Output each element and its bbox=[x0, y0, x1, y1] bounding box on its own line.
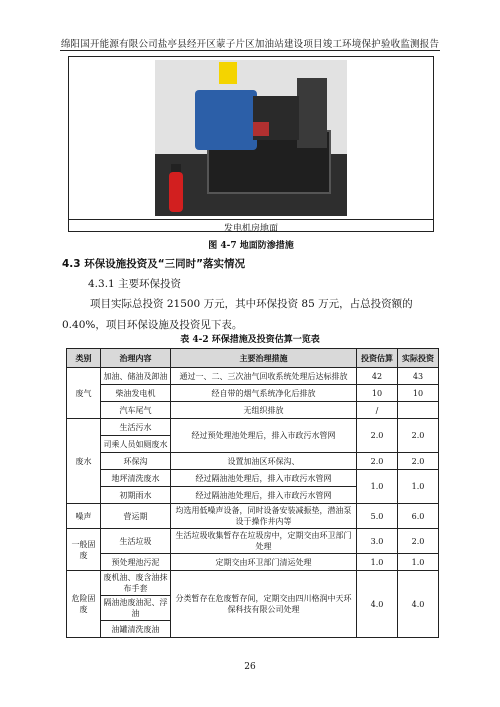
environmental-investment-table bbox=[66, 348, 439, 638]
section-heading: 4.3 环保设施投资及“三同时”落实情况 bbox=[62, 258, 246, 270]
estimate-cell: / bbox=[357, 402, 398, 419]
content-cell: 油罐清洗废油 bbox=[101, 621, 171, 638]
table-row bbox=[67, 385, 439, 402]
actual-cell: 4.0 bbox=[398, 571, 439, 638]
header-rule bbox=[60, 50, 440, 51]
category-cell: 废水 bbox=[67, 419, 101, 504]
table-row bbox=[67, 571, 439, 596]
actual-cell: 6.0 bbox=[398, 504, 439, 529]
content-cell: 生活垃圾 bbox=[101, 529, 171, 554]
table-row bbox=[67, 453, 439, 470]
estimate-cell: 1.0 bbox=[357, 470, 398, 504]
page-number: 26 bbox=[244, 662, 256, 672]
photo-caption: 发电机房地面 bbox=[69, 219, 433, 233]
actual-cell: 2.0 bbox=[398, 529, 439, 554]
header-category: 类别 bbox=[67, 349, 101, 368]
estimate-cell: 3.0 bbox=[357, 529, 398, 554]
content-cell: 预处理池污泥 bbox=[101, 554, 171, 571]
generator-engine bbox=[195, 90, 257, 150]
estimate-cell: 2.0 bbox=[357, 419, 398, 453]
content-cell: 地坪清洗废水 bbox=[101, 470, 171, 487]
content-cell: 废机油、废含油抹布手套 bbox=[101, 571, 171, 596]
fire-extinguisher bbox=[169, 172, 183, 212]
estimate-cell: 4.0 bbox=[357, 571, 398, 638]
category-cell: 危险固废 bbox=[67, 571, 101, 638]
content-cell: 初期雨水 bbox=[101, 487, 171, 504]
actual-cell: 2.0 bbox=[398, 453, 439, 470]
content-cell: 环保沟 bbox=[101, 453, 171, 470]
actual-cell: 10 bbox=[398, 385, 439, 402]
measure-cell: 分类暂存在危废暂存间，定期交由四川格润中天环保科技有限公司处理 bbox=[171, 571, 357, 638]
table-title: 表 4-2 环保措施及投资估算一览表 bbox=[180, 335, 320, 345]
actual-cell bbox=[398, 402, 439, 419]
content-cell: 加油、储油及卸油 bbox=[101, 368, 171, 385]
measure-cell: 经自带的烟气系统净化后排放 bbox=[171, 385, 357, 402]
header-estimate: 投资估算 bbox=[357, 349, 398, 368]
header-actual: 实际投资 bbox=[398, 349, 439, 368]
header-content: 治理内容 bbox=[101, 349, 171, 368]
table-row bbox=[67, 419, 439, 436]
actual-cell: 1.0 bbox=[398, 554, 439, 571]
table-row bbox=[67, 402, 439, 419]
page-header: 绵阳国开能源有限公司盐亭县经开区蒙子片区加油站建设项目竣工环境保护验收监测报告 bbox=[60, 39, 440, 50]
measure-cell: 设置加油区环保沟、 bbox=[171, 453, 357, 470]
actual-cell: 1.0 bbox=[398, 470, 439, 504]
category-cell: 噪声 bbox=[67, 504, 101, 529]
estimate-cell: 1.0 bbox=[357, 554, 398, 571]
measure-cell: 均选用低噪声设备，同时设备安装减振垫，潜油泵设于操作井内等 bbox=[171, 504, 357, 529]
measure-cell: 无组织排放 bbox=[171, 402, 357, 419]
table-row bbox=[67, 504, 439, 529]
table-row bbox=[67, 470, 439, 487]
table-row bbox=[67, 368, 439, 385]
content-cell: 柴油发电机 bbox=[101, 385, 171, 402]
subsection-heading: 4.3.1 主要环保投资 bbox=[88, 278, 182, 290]
header-measure: 主要治理措施 bbox=[171, 349, 357, 368]
warning-sign bbox=[219, 62, 237, 84]
body-paragraph: 项目实际总投资 21500 万元，其中环保投资 85 万元，占总投资额的 0.40%，项目环保设施及投资见下表。 bbox=[62, 298, 413, 331]
measure-cell: 通过一、二、三次油气回收系统处理后达标排放 bbox=[171, 368, 357, 385]
estimate-cell: 42 bbox=[357, 368, 398, 385]
estimate-cell: 5.0 bbox=[357, 504, 398, 529]
table-row bbox=[67, 529, 439, 554]
content-cell: 生活污水 bbox=[101, 419, 171, 436]
content-cell: 隔油池废油泥、浮油 bbox=[101, 596, 171, 621]
content-cell: 营运期 bbox=[101, 504, 171, 529]
measure-cell: 定期交由环卫部门清运处理 bbox=[171, 554, 357, 571]
category-cell: 废气 bbox=[67, 368, 101, 419]
actual-cell: 2.0 bbox=[398, 419, 439, 453]
table-header-row bbox=[67, 349, 439, 368]
generator-room-photo bbox=[155, 60, 347, 216]
content-cell: 汽车尾气 bbox=[101, 402, 171, 419]
measure-cell: 经过预处理池处理后，排入市政污水管网 bbox=[171, 419, 357, 453]
content-cell: 司乘人员如厕废水 bbox=[101, 436, 171, 453]
measure-cell: 生活垃圾收集暂存在垃圾房中，定期交由环卫部门处理 bbox=[171, 529, 357, 554]
actual-cell: 43 bbox=[398, 368, 439, 385]
category-cell: 一般固废 bbox=[67, 529, 101, 571]
measure-cell: 经过隔油池处理后，排入市政污水管网 bbox=[171, 487, 357, 504]
figure-title: 图 4-7 地面防渗措施 bbox=[208, 241, 294, 251]
estimate-cell: 10 bbox=[357, 385, 398, 402]
table-row bbox=[67, 554, 439, 571]
figure-frame bbox=[68, 56, 434, 232]
estimate-cell: 2.0 bbox=[357, 453, 398, 470]
measure-cell: 经过隔油池处理后，排入市政污水管网 bbox=[171, 470, 357, 487]
